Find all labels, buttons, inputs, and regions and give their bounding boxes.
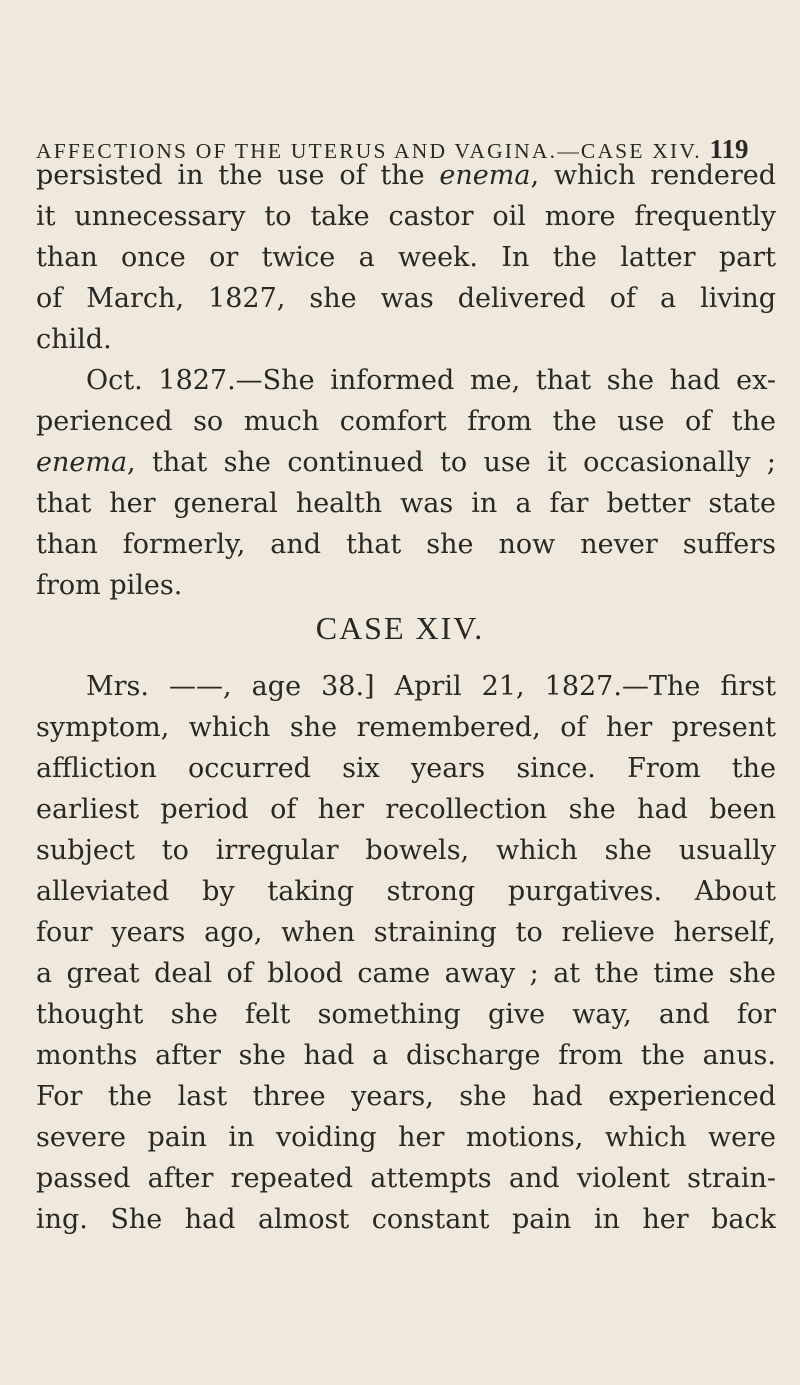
text-line: months after she had a discharge from the anus.: [36, 1040, 776, 1071]
body-text-top: [36, 155, 776, 606]
text-line: subject to irregular bowels, which she usually: [36, 835, 776, 866]
text-line: For the last three years, she had experienced: [36, 1081, 776, 1112]
text-line: of March, 1827, she was delivered of a living: [36, 283, 776, 314]
text-line: affliction occurred six years since. From the: [36, 753, 776, 784]
text-line: Mrs. ——, age 38.] April 21, 1827.—The first: [86, 671, 776, 702]
text-line: than formerly, and that she now never suffers: [36, 529, 776, 560]
page-number: 119: [709, 134, 749, 164]
text-line: four years ago, when straining to relieve herself,: [36, 917, 776, 948]
running-head-title: AFFECTIONS OF THE UTERUS AND VAGINA.—CASE XIV.: [36, 139, 702, 163]
body-text-case: [36, 666, 776, 1240]
text-line: ing. She had almost constant pain in her back: [36, 1204, 776, 1235]
text-line: persisted in the use of the enema, which rendered: [36, 160, 776, 191]
text-line: Oct. 1827.—She informed me, that she had ex-: [86, 365, 776, 396]
italic-term: enema: [36, 447, 128, 478]
text-line: that her general health was in a far better state: [36, 488, 776, 519]
text-line: a great deal of blood came away ; at the time she: [36, 958, 776, 989]
text-line: alleviated by taking strong purgatives. About: [36, 876, 776, 907]
text-line: from piles.: [36, 570, 183, 601]
case-heading: CASE XIV.: [315, 610, 485, 646]
text-line: child.: [36, 324, 112, 355]
text-line: thought she felt something give way, and for: [36, 999, 776, 1030]
text-line: it unnecessary to take castor oil more frequently: [36, 201, 776, 232]
text-line: severe pain in voiding her motions, which were: [36, 1122, 776, 1153]
text-line: earliest period of her recollection she had been: [36, 794, 776, 825]
text-line: than once or twice a week. In the latter part: [36, 242, 776, 273]
text-line: symptom, which she remembered, of her present: [36, 712, 776, 743]
italic-term: enema: [439, 160, 531, 191]
text-line: perienced so much comfort from the use of the: [36, 406, 776, 437]
text-line: passed after repeated attempts and violent strain-: [36, 1163, 776, 1194]
text-line: enema, that she continued to use it occasionally ;: [36, 447, 776, 478]
